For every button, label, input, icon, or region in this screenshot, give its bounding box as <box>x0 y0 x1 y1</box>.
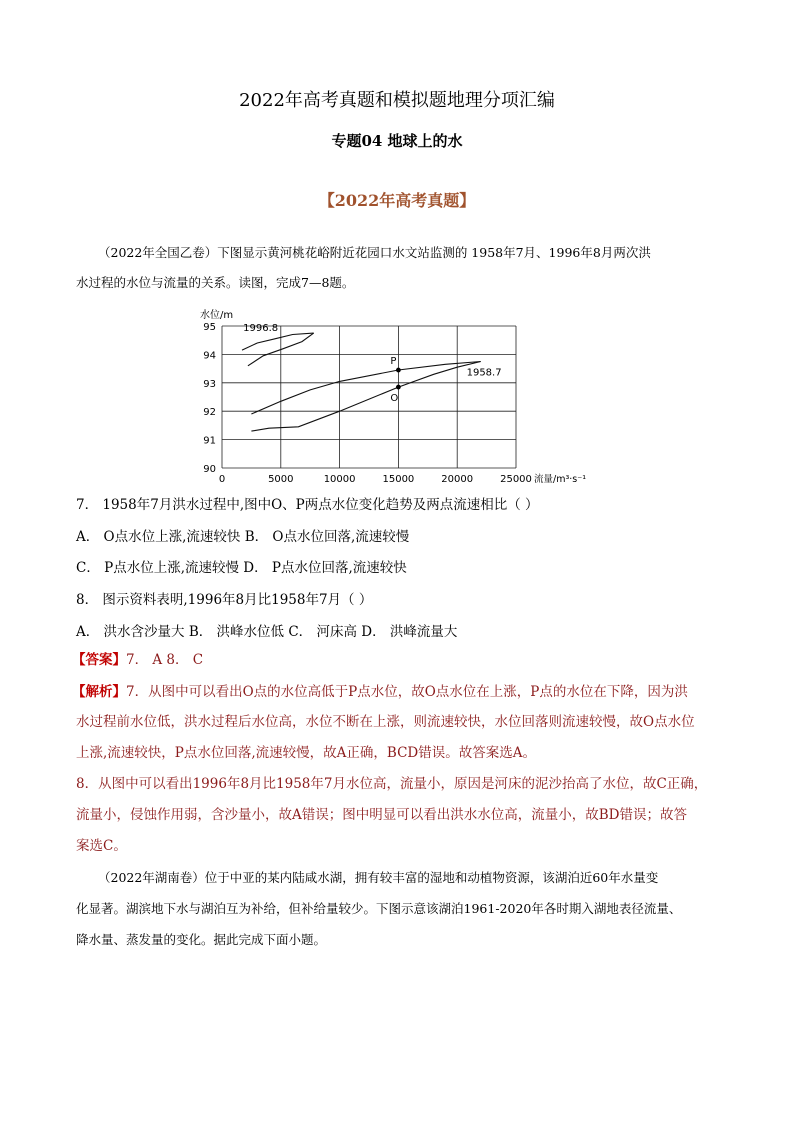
question-8: 8． 图示资料表明,1996年8月比1958年7月（ ） <box>76 592 373 608</box>
answer-label: 【答案】 <box>72 652 126 668</box>
page-subtitle: 专题04 地球上的水 <box>331 132 463 150</box>
analysis-line-4: 8．从图中可以看出1996年8月比1958年7月水位高，流量小，原因是河床的泥沙抬高了水位，故C正确， <box>76 776 708 792</box>
y-tick-label: 93 <box>203 378 216 390</box>
series-line-1958.7-lower <box>251 362 480 432</box>
y-tick-label: 90 <box>203 464 216 475</box>
y-tick-label: 95 <box>203 322 216 333</box>
q1-intro-line-2: 水过程的水位与流量的关系。读图，完成7—8题。 <box>76 275 355 290</box>
analysis-line-3: 上涨,流速较快，P点水位回落,流速较慢，故A正确，BCD错误。故答案选A。 <box>76 745 536 761</box>
x-tick-label: 10000 <box>323 474 356 485</box>
y-tick-label: 91 <box>203 435 216 447</box>
x-axis-label: 流量/m³·s⁻¹ <box>534 474 587 485</box>
q1-intro-line-1: （2022年全国乙卷）下图显示黄河桃花峪附近花园口水文站监测的 1958年7月、1996年8月两次洪 <box>98 245 651 260</box>
chart-labels <box>200 308 586 485</box>
question-7-options-cd: C． P点水位上涨,流速较慢 D． P点水位回落,流速较快 <box>76 560 407 576</box>
page-title: 2022年高考真题和模拟题地理分项汇编 <box>239 90 555 111</box>
x-tick-label: 5000 <box>268 474 294 485</box>
analysis-label: 【解析】 <box>72 684 126 700</box>
y-tick-label: 94 <box>203 350 216 362</box>
analysis-line-6: 案选C。 <box>76 838 127 854</box>
x-tick-label: 25000 <box>500 474 532 485</box>
question-8-options: A． 洪水含沙量大 B． 洪峰水位低 C． 河床高 D． 洪峰流量大 <box>76 624 458 640</box>
q2-intro-line-2: 化显著。湖滨地下水与湖泊互为补给，但补给量较少。下图示意该湖泊1961-2020年各时期入湖地表径流量、 <box>76 901 682 916</box>
question-7: 7． 1958年7月洪水过程中,图中O、P两点水位变化趋势及两点流速相比（ ） <box>76 497 539 513</box>
chart-series <box>242 333 481 431</box>
water-level-chart <box>198 300 608 490</box>
chart-grid <box>222 326 516 468</box>
q2-intro-line-3: 降水量、蒸发量的变化。据此完成下面小题。 <box>76 932 327 947</box>
section-heading: 【2022年高考真题】 <box>318 191 476 210</box>
series-label-1996: 1996.8 <box>243 323 279 335</box>
point-label-O: O <box>390 393 399 405</box>
x-tick-label: 15000 <box>382 474 415 485</box>
analysis-text-1: 7．从图中可以看出O点的水位高低于P点水位，故O点水位在上涨，P点的水位在下降，因为洪 <box>126 684 688 700</box>
analysis-line-1 <box>72 677 688 708</box>
chart-svg <box>198 300 608 490</box>
x-tick-label: 0 <box>218 474 226 485</box>
series-line-1958.7-upper <box>251 362 480 415</box>
q2-intro-line-1: （2022年湖南卷）位于中亚的某内陆咸水湖，拥有较丰富的湿地和动植物资源，该湖泊近60年水量变 <box>98 870 659 885</box>
analysis-line-5: 流量小，侵蚀作用弱，含沙量小，故A错误；图中明显可以看出洪水水位高，流量小，故BD错误；故答 <box>76 807 687 823</box>
series-label-1958: 1958.7 <box>466 367 502 379</box>
answer-line <box>72 645 203 676</box>
point-O <box>396 385 401 390</box>
point-P <box>396 368 401 373</box>
x-tick-label: 20000 <box>441 474 474 485</box>
y-axis-label: 水位/m <box>200 310 234 321</box>
question-7-options-ab: A． O点水位上涨,流速较快 B． O点水位回落,流速较慢 <box>76 529 410 545</box>
y-tick-label: 92 <box>203 407 216 419</box>
series-line-1996.8-upper <box>242 333 314 350</box>
answer-text: 7． A 8． C <box>126 652 204 668</box>
point-label-P: P <box>390 356 397 368</box>
analysis-line-2: 水过程前水位低，洪水过程后水位高，水位不断在上涨，则流速较快，水位回落则流速较慢，故O点水位 <box>76 714 695 730</box>
